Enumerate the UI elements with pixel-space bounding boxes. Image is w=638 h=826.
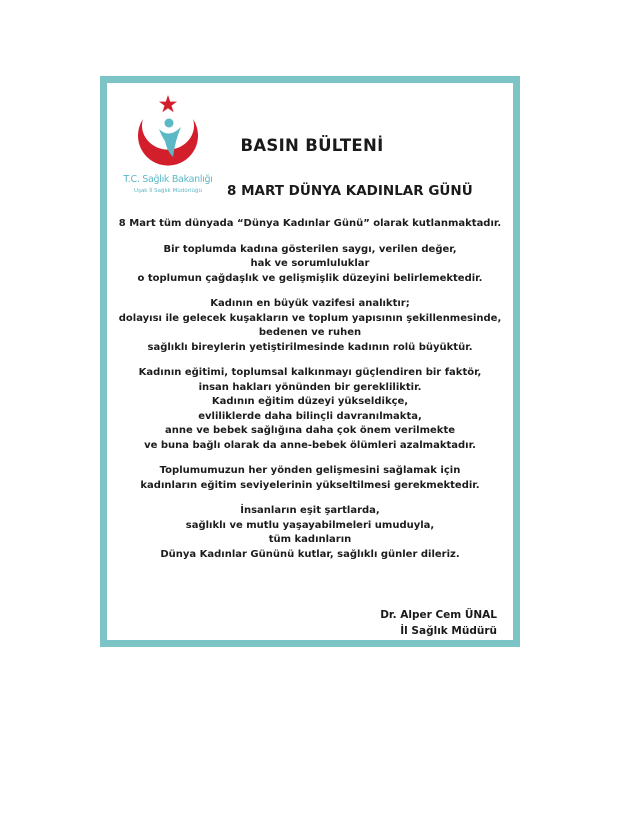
press-release-frame bbox=[100, 76, 520, 647]
bulletin-body bbox=[107, 217, 513, 573]
paragraph-line: İnsanların eşit şartlarda, bbox=[240, 505, 380, 516]
intro-emphasis: “Dünya Kadınlar Günü” bbox=[236, 218, 370, 229]
intro-paragraph bbox=[107, 217, 513, 232]
paragraph-line: evliliklerde daha bilinçli davranılmakta, bbox=[198, 410, 422, 422]
paragraph-line: o toplumun çağdaşlık ve gelişmişlik düzeyini belirlemektedir. bbox=[137, 272, 483, 284]
paragraph-4 bbox=[107, 464, 513, 493]
paragraph-line: ve buna bağlı olarak da anne-bebek ölümleri azalmaktadır. bbox=[144, 439, 476, 451]
paragraph-line: bedenen ve ruhen bbox=[258, 327, 362, 338]
logo-sub-text: Uşak İl Sağlık Müdürlüğü bbox=[134, 188, 202, 194]
intro-after: olarak kutlanmaktadır. bbox=[369, 218, 502, 229]
paragraph-2 bbox=[107, 297, 513, 355]
paragraph-line: hak ve sorumluluklar bbox=[250, 258, 370, 269]
paragraph-line: sağlıklı ve mutlu yaşayabilmeleri umuduyla, bbox=[185, 519, 435, 531]
paragraph-line: Kadının eğitimi, toplumsal kalkınmayı güçlendiren bir faktör, bbox=[138, 367, 482, 378]
logo-ministry-text: T.C. Sağlık Bakanlığı bbox=[123, 174, 213, 185]
signature-name: Dr. Alper Cem ÜNAL bbox=[380, 609, 497, 621]
paragraph-line: kadınların eğitim seviyelerinin yükseltilmesi gerekmektedir. bbox=[140, 479, 480, 491]
paragraph-3 bbox=[107, 366, 513, 453]
paragraph-line: dolayısı ile gelecek kuşakların ve toplum yapısının şekillenmesinde, bbox=[118, 312, 502, 324]
paragraph-line: Bir toplumda kadına gösterilen saygı, verilen değer, bbox=[163, 243, 457, 255]
paragraph-line: tüm kadınların bbox=[268, 534, 352, 545]
page-subtitle: 8 MART DÜNYA KADINLAR GÜNÜ bbox=[227, 183, 473, 199]
signature-block bbox=[380, 607, 497, 639]
crescent-star-icon bbox=[123, 93, 213, 175]
paragraph-1 bbox=[107, 243, 513, 287]
paragraph-line: Kadının en büyük vazifesi analıktır; bbox=[210, 298, 410, 309]
paragraph-line: sağlıklı bireylerin yetiştirilmesinde kadının rolü büyüktür. bbox=[147, 341, 473, 353]
page-title: BASIN BÜLTENİ bbox=[240, 136, 384, 155]
ministry-logo bbox=[123, 93, 213, 203]
paragraph-5 bbox=[107, 504, 513, 562]
intro-line bbox=[107, 217, 513, 232]
paragraph-line: Kadının eğitim düzeyi yükseldikçe, bbox=[211, 396, 409, 407]
paragraph-line: Toplumumuzun her yönden gelişmesini sağlamak için bbox=[159, 465, 461, 476]
paragraph-line: anne ve bebek sağlığına daha çok önem verilmekte bbox=[164, 425, 456, 436]
paragraph-line: insan hakları yönünden bir gerekliliktir. bbox=[198, 381, 422, 393]
intro-before: 8 Mart tüm dünyada bbox=[118, 218, 237, 229]
signature-role: İl Sağlık Müdürü bbox=[400, 625, 497, 637]
paragraph-line: Dünya Kadınlar Gününü kutlar, sağlıklı günler dileriz. bbox=[160, 548, 460, 560]
